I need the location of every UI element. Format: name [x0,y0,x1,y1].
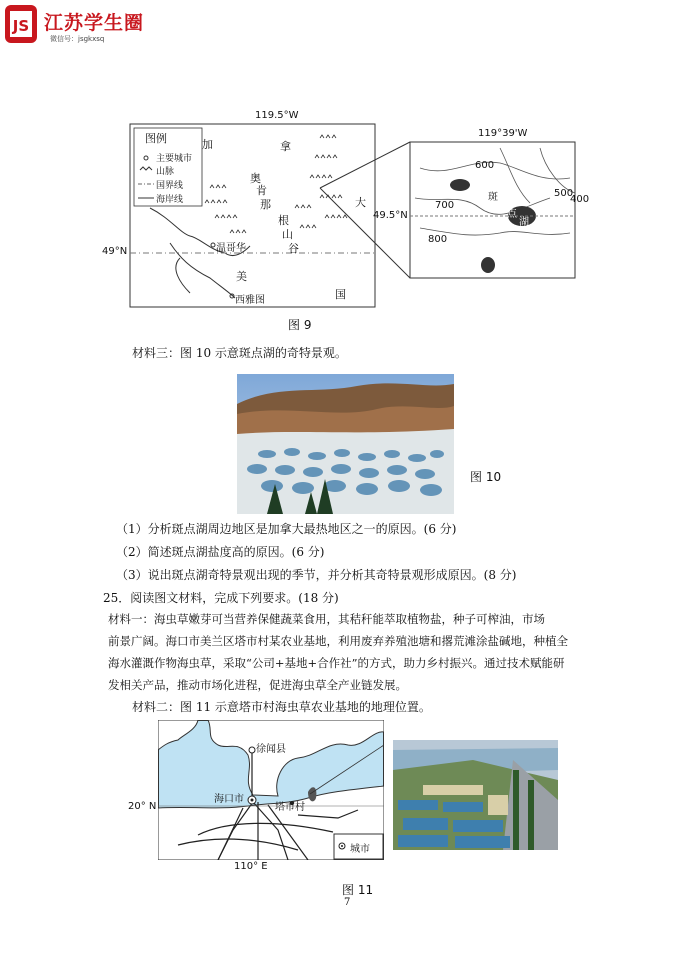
legend-border: 国界线 [156,181,184,191]
char-jia: 加 [202,138,213,151]
material2-text: 材料二：图 11 示意塔市村海虫草农业基地的地理位置。 [132,700,431,714]
city-seattle: 西雅图 [235,295,265,306]
fig10-caption: 图 10 [470,470,502,484]
svg-text:JS: JS [12,17,30,35]
fig11-lon: 110° E [234,861,268,872]
figure-11-map [158,720,384,860]
lake-char-ban: 斑 [488,192,498,203]
q24-1: （1）分析斑点湖周边地区是加拿大最热地区之一的原因。(6 分) [116,522,457,536]
q25-title: 25．阅读图文材料，完成下列要求。(18 分) [103,591,339,605]
fig11-lat: 20° N [128,801,157,812]
contour-400: 400 [570,194,590,205]
material3-text: 材料三：图 10 示意斑点湖的奇特景观。 [132,346,347,360]
contour-800: 800 [428,234,448,245]
q24-3: （3）说出斑点湖奇特景观出现的季节，并分析其奇特景观形成原因。(8 分) [116,568,517,582]
char-na2: 那 [260,198,271,211]
contour-500: 500 [554,188,574,199]
brand-title: 江苏学生圈 [44,12,145,34]
contour-600: 600 [475,160,495,171]
material1-line4: 发相关产品，推动市场化进程，促进海虫草全产业链发展。 [108,678,407,692]
page-number: 7 [344,897,351,908]
brand-logo [4,4,38,44]
char-da: 大 [355,196,366,209]
lon-label: 119.5°W [255,110,299,121]
fig9-caption: 图 9 [288,318,312,332]
legend-city-label: 城市 [350,844,370,855]
char-na: 拿 [280,140,291,153]
char-shan: 山 [282,228,293,241]
lake-char-dian: 点 [507,209,517,220]
fig11-caption: 图 11 [342,883,374,897]
city-vancouver: 温哥华 [216,243,246,254]
city-xuwen: 徐闻县 [256,744,286,755]
legend-city: 主要城市 [156,154,193,164]
char-ao: 奥 [250,172,261,185]
material1-line2: 前景广阔。海口市美兰区塔市村某农业基地，利用废弃养殖池塘和撂荒滩涂盐碱地，种植全 [108,634,568,648]
contour-700: 700 [435,200,455,211]
figure-9 [102,108,590,308]
farm-base-photo [393,740,558,850]
char-gen: 根 [278,214,289,227]
lake-char-hu: 湖 [519,217,529,228]
material1-line1: 材料一：海虫草嫩芽可当营养保健蔬菜食用，其秸秆能萃取植物盐，种子可榨油，市场 [108,612,545,626]
lat-label: 49°N [102,246,128,257]
char-ken: 肯 [256,184,267,197]
legend-mountain: 山脉 [156,167,175,177]
material1-line3: 海水灌溉作物海虫草，采取“公司+基地+合作社”的方式，助力乡村振兴。通过技术赋能研 [108,656,565,670]
spotted-lake-photo [237,374,454,514]
char-gu: 谷 [288,242,299,255]
village-tashi: 塔市村 [275,802,305,813]
char-mei: 美 [236,270,247,283]
city-haikou: 海口市 [214,794,244,805]
legend-coast: 海岸线 [156,195,184,205]
q24-2: （2）简述斑点湖盐度高的原因。(6 分) [116,545,325,559]
inset-lat-label: 49.5°N [373,210,408,221]
inset-lon-label: 119°39'W [478,128,528,139]
brand-subtitle: 微信号：jsgkxsq [50,35,105,43]
char-guo: 国 [335,288,346,301]
legend-title: 图例 [145,132,167,145]
